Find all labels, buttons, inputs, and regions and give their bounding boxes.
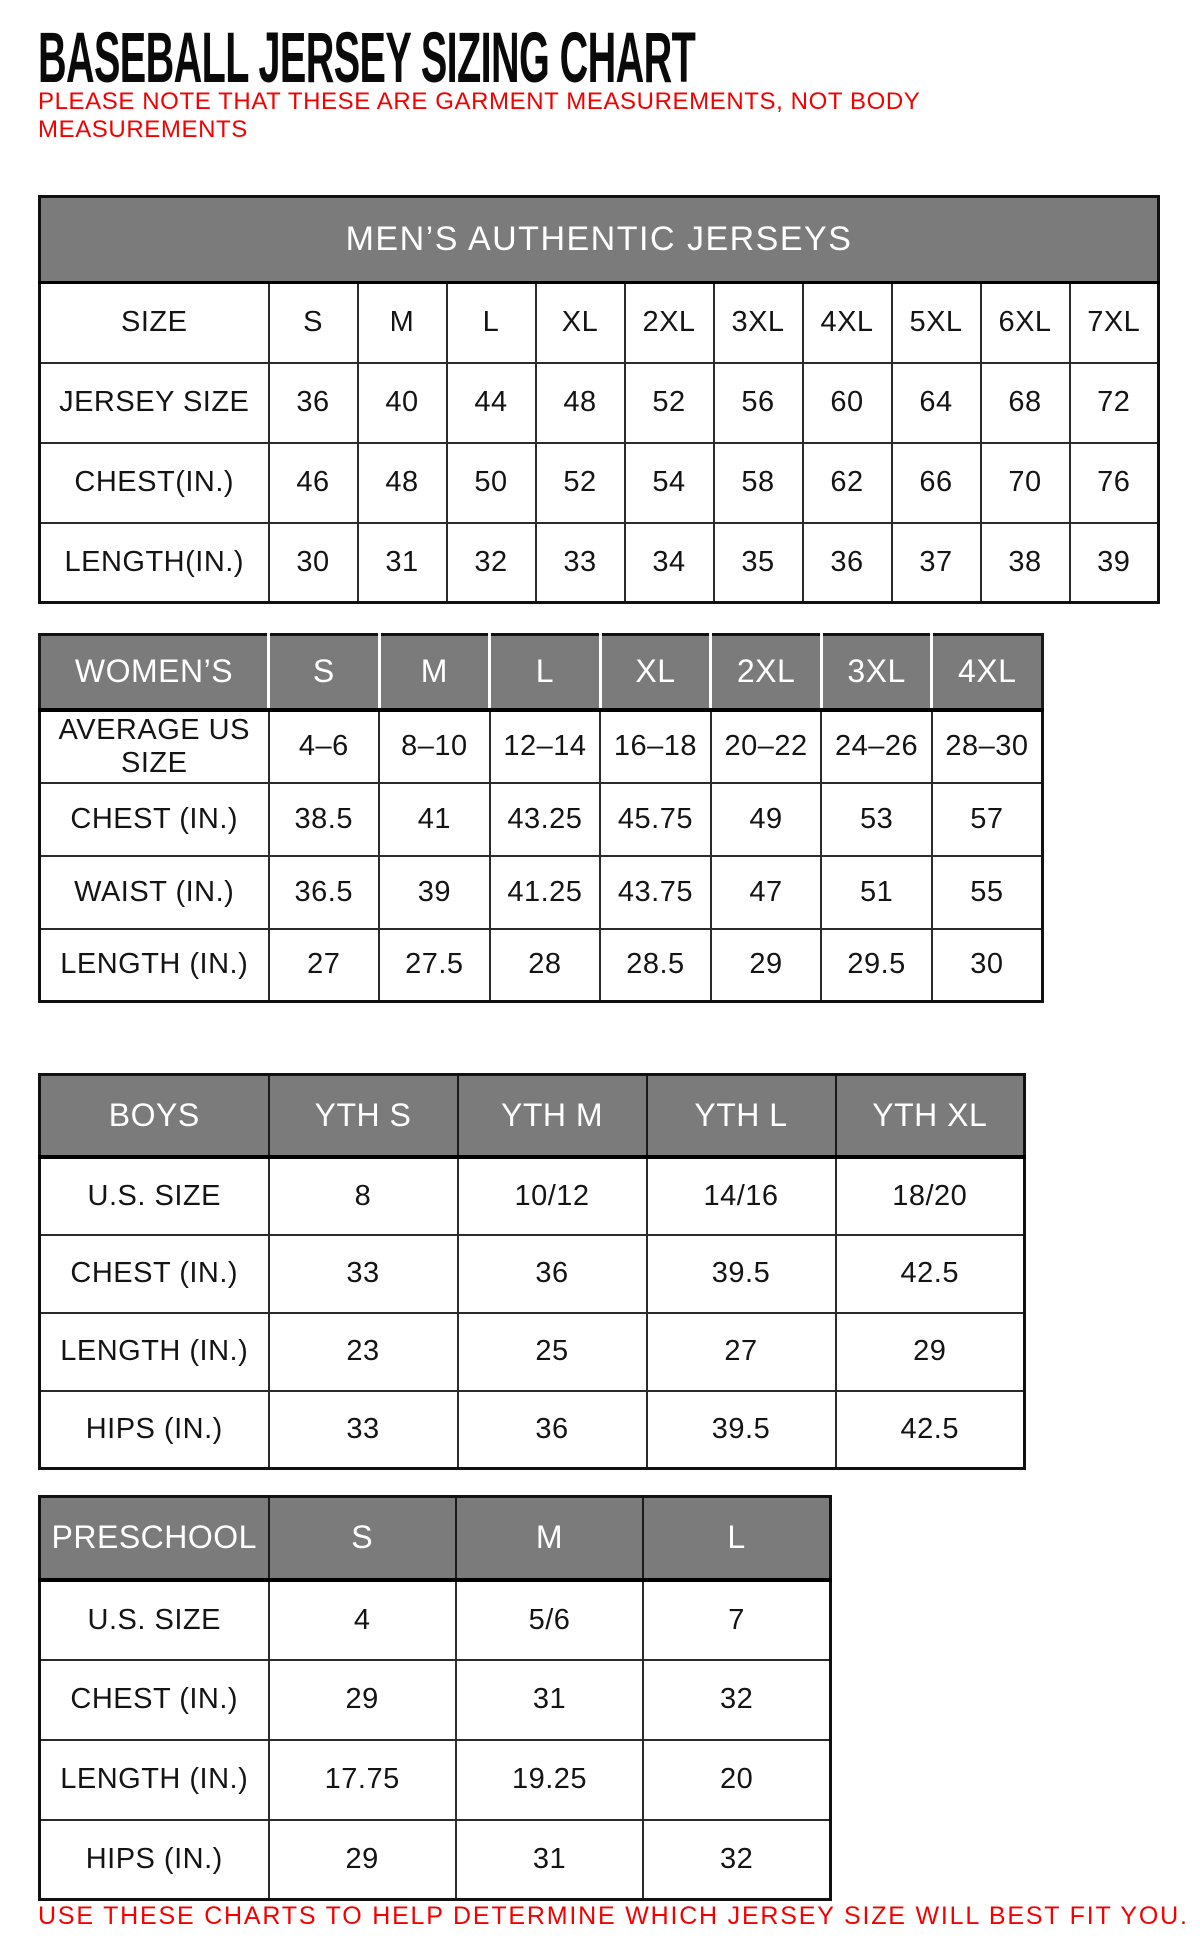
table-title-cell: SIZE <box>40 283 269 363</box>
row-label: U.S. SIZE <box>40 1580 269 1660</box>
value-cell: 58 <box>714 443 803 523</box>
row-label: U.S. SIZE <box>40 1157 269 1235</box>
value-cell: 10/12 <box>458 1157 647 1235</box>
value-cell: 51 <box>821 856 932 929</box>
column-header: YTH S <box>269 1075 458 1157</box>
value-cell: 36 <box>458 1391 647 1469</box>
column-header: 2XL <box>625 283 714 363</box>
column-header: XL <box>600 635 711 710</box>
value-cell: 47 <box>711 856 822 929</box>
table-row <box>40 523 1159 603</box>
value-cell: 42.5 <box>836 1235 1025 1313</box>
value-cell: 35 <box>714 523 803 603</box>
column-header: S <box>269 1497 456 1580</box>
row-label: CHEST (IN.) <box>40 1235 269 1313</box>
mens-size-table <box>38 195 1160 604</box>
column-header: 3XL <box>714 283 803 363</box>
value-cell: 66 <box>892 443 981 523</box>
value-cell: 76 <box>1070 443 1159 523</box>
value-cell: 43.75 <box>600 856 711 929</box>
value-cell: 36 <box>269 363 358 443</box>
value-cell: 39.5 <box>647 1391 836 1469</box>
value-cell: 20–22 <box>711 710 822 783</box>
value-cell: 40 <box>358 363 447 443</box>
value-cell: 32 <box>643 1820 830 1900</box>
value-cell: 41 <box>379 783 490 856</box>
value-cell: 48 <box>358 443 447 523</box>
table-title-cell: PRESCHOOL <box>40 1497 269 1580</box>
column-header: 2XL <box>711 635 822 710</box>
column-header: XL <box>536 283 625 363</box>
value-cell: 60 <box>803 363 892 443</box>
value-cell: 68 <box>981 363 1070 443</box>
table-row <box>40 443 1159 523</box>
table-row <box>40 783 1043 856</box>
row-label: HIPS (IN.) <box>40 1391 269 1469</box>
column-header: 5XL <box>892 283 981 363</box>
table-title-cell: BOYS <box>40 1075 269 1157</box>
table-row <box>40 929 1043 1002</box>
value-cell: 33 <box>536 523 625 603</box>
preschool-sizing-table <box>38 1495 832 1901</box>
column-header: YTH XL <box>836 1075 1025 1157</box>
value-cell: 62 <box>803 443 892 523</box>
value-cell: 56 <box>714 363 803 443</box>
value-cell: 19.25 <box>456 1740 643 1820</box>
value-cell: 30 <box>269 523 358 603</box>
value-cell: 32 <box>643 1660 830 1740</box>
row-label: WAIST (IN.) <box>40 856 269 929</box>
value-cell: 25 <box>458 1313 647 1391</box>
row-label: HIPS (IN.) <box>40 1820 269 1900</box>
value-cell: 36.5 <box>269 856 380 929</box>
value-cell: 43.25 <box>490 783 601 856</box>
value-cell: 24–26 <box>821 710 932 783</box>
value-cell: 20 <box>643 1740 830 1820</box>
row-label: CHEST(IN.) <box>40 443 269 523</box>
column-header: S <box>269 283 358 363</box>
column-header: 4XL <box>803 283 892 363</box>
column-header: YTH M <box>458 1075 647 1157</box>
row-label: LENGTH (IN.) <box>40 1740 269 1820</box>
value-cell: 23 <box>269 1313 458 1391</box>
value-cell: 28–30 <box>932 710 1043 783</box>
value-cell: 49 <box>711 783 822 856</box>
table-title-cell: WOMEN’S <box>40 635 269 710</box>
row-label: AVERAGE US SIZE <box>40 710 269 783</box>
value-cell: 16–18 <box>600 710 711 783</box>
boys-size-table <box>38 1073 1026 1470</box>
page-title: BASEBALL JERSEY SIZING CHART <box>38 17 696 97</box>
column-header: 3XL <box>821 635 932 710</box>
value-cell: 29 <box>269 1820 456 1900</box>
value-cell: 27.5 <box>379 929 490 1002</box>
column-header: L <box>643 1497 830 1580</box>
value-cell: 55 <box>932 856 1043 929</box>
value-cell: 46 <box>269 443 358 523</box>
value-cell: 29 <box>711 929 822 1002</box>
value-cell: 28 <box>490 929 601 1002</box>
womens-sizing-table <box>38 633 1044 1003</box>
value-cell: 4 <box>269 1580 456 1660</box>
value-cell: 48 <box>536 363 625 443</box>
table-row <box>40 1313 1025 1391</box>
column-header: M <box>456 1497 643 1580</box>
value-cell: 72 <box>1070 363 1159 443</box>
value-cell: 41.25 <box>490 856 601 929</box>
table-row <box>40 710 1043 783</box>
column-header: L <box>490 635 601 710</box>
value-cell: 7 <box>643 1580 830 1660</box>
value-cell: 30 <box>932 929 1043 1002</box>
value-cell: 33 <box>269 1391 458 1469</box>
column-header: S <box>269 635 380 710</box>
value-cell: 64 <box>892 363 981 443</box>
column-header: 6XL <box>981 283 1070 363</box>
column-header: YTH L <box>647 1075 836 1157</box>
column-header: L <box>447 283 536 363</box>
value-cell: 8–10 <box>379 710 490 783</box>
value-cell: 54 <box>625 443 714 523</box>
preschool-size-table <box>38 1495 832 1901</box>
table-row <box>40 1157 1025 1235</box>
value-cell: 39 <box>379 856 490 929</box>
footer-note: USE THESE CHARTS TO HELP DETERMINE WHICH JERSEY SIZE WILL BEST FIT YOU. <box>38 1902 1189 1930</box>
table-row <box>40 1660 831 1740</box>
table-banner: MEN’S AUTHENTIC JERSEYS <box>40 197 1159 283</box>
table-row <box>40 856 1043 929</box>
value-cell: 45.75 <box>600 783 711 856</box>
column-header: 4XL <box>932 635 1043 710</box>
value-cell: 44 <box>447 363 536 443</box>
column-header: 7XL <box>1070 283 1159 363</box>
value-cell: 8 <box>269 1157 458 1235</box>
value-cell: 50 <box>447 443 536 523</box>
value-cell: 12–14 <box>490 710 601 783</box>
value-cell: 70 <box>981 443 1070 523</box>
row-label: LENGTH(IN.) <box>40 523 269 603</box>
value-cell: 57 <box>932 783 1043 856</box>
table-row <box>40 363 1159 443</box>
mens-authentic-jerseys-table <box>38 195 1160 604</box>
value-cell: 17.75 <box>269 1740 456 1820</box>
value-cell: 14/16 <box>647 1157 836 1235</box>
value-cell: 34 <box>625 523 714 603</box>
table-row <box>40 1580 831 1660</box>
value-cell: 31 <box>358 523 447 603</box>
table-row <box>40 1235 1025 1313</box>
value-cell: 4–6 <box>269 710 380 783</box>
value-cell: 27 <box>647 1313 836 1391</box>
value-cell: 29 <box>836 1313 1025 1391</box>
value-cell: 36 <box>803 523 892 603</box>
value-cell: 29.5 <box>821 929 932 1002</box>
value-cell: 28.5 <box>600 929 711 1002</box>
value-cell: 38 <box>981 523 1070 603</box>
value-cell: 31 <box>456 1820 643 1900</box>
value-cell: 31 <box>456 1660 643 1740</box>
value-cell: 33 <box>269 1235 458 1313</box>
value-cell: 32 <box>447 523 536 603</box>
value-cell: 27 <box>269 929 380 1002</box>
value-cell: 36 <box>458 1235 647 1313</box>
table-row <box>40 1820 831 1900</box>
garment-measurement-note: PLEASE NOTE THAT THESE ARE GARMENT MEASUREMENTS, NOT BODY MEASUREMENTS <box>38 88 920 144</box>
womens-size-table <box>38 633 1044 1003</box>
value-cell: 39.5 <box>647 1235 836 1313</box>
value-cell: 5/6 <box>456 1580 643 1660</box>
column-header: M <box>379 635 490 710</box>
row-label: CHEST (IN.) <box>40 1660 269 1740</box>
value-cell: 53 <box>821 783 932 856</box>
row-label: LENGTH (IN.) <box>40 929 269 1002</box>
column-header: M <box>358 283 447 363</box>
row-label: JERSEY SIZE <box>40 363 269 443</box>
value-cell: 29 <box>269 1660 456 1740</box>
boys-sizing-table <box>38 1073 1026 1470</box>
value-cell: 42.5 <box>836 1391 1025 1469</box>
row-label: CHEST (IN.) <box>40 783 269 856</box>
value-cell: 52 <box>625 363 714 443</box>
table-row <box>40 1391 1025 1469</box>
row-label: LENGTH (IN.) <box>40 1313 269 1391</box>
value-cell: 37 <box>892 523 981 603</box>
value-cell: 38.5 <box>269 783 380 856</box>
table-row <box>40 1740 831 1820</box>
value-cell: 18/20 <box>836 1157 1025 1235</box>
value-cell: 39 <box>1070 523 1159 603</box>
value-cell: 52 <box>536 443 625 523</box>
